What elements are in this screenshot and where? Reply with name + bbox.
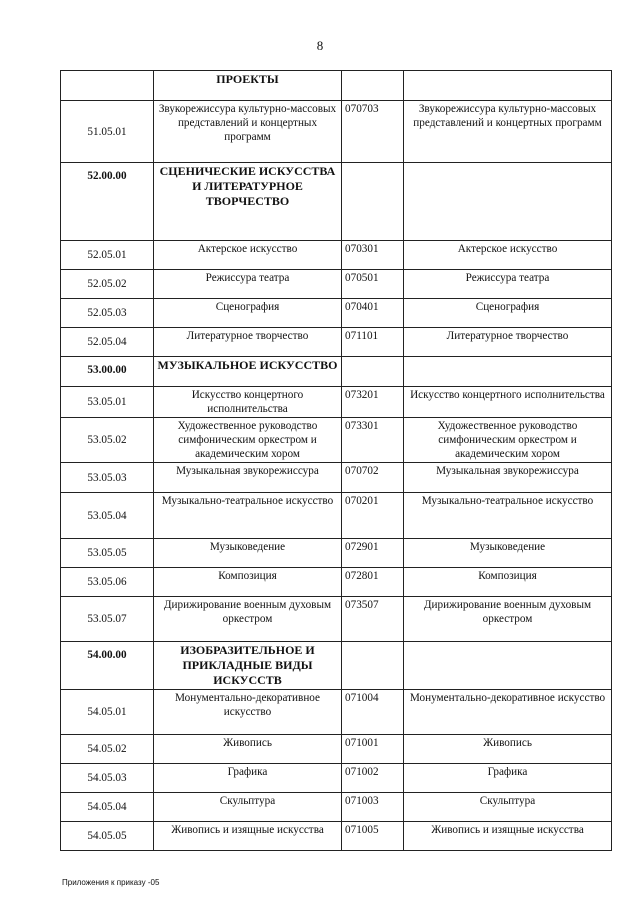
old-name-cell [404, 642, 612, 690]
old-code-cell: 070401 [342, 299, 404, 328]
specialty-code-cell: 53.05.06 [61, 568, 154, 597]
old-name-cell: Сценография [404, 299, 612, 328]
old-name-cell: Монументально-декоративное искусство [404, 690, 612, 735]
table-row [61, 387, 612, 418]
table-row [61, 735, 612, 764]
old-name-cell: Художественное руководство симфоническим оркестром и академическим хором [404, 418, 612, 463]
table-row [61, 690, 612, 735]
table-row [61, 418, 612, 463]
old-name-cell: Композиция [404, 568, 612, 597]
specialty-code-cell: 52.05.04 [61, 328, 154, 357]
old-code-cell: 073301 [342, 418, 404, 463]
specialties-table [60, 70, 612, 851]
old-code-cell [342, 642, 404, 690]
old-code-cell: 072801 [342, 568, 404, 597]
specialty-code-cell: 54.05.04 [61, 793, 154, 822]
specialty-code-cell: 53.00.00 [61, 357, 154, 387]
specialty-name-cell: Живопись [154, 735, 342, 764]
specialty-name-cell: Сценография [154, 299, 342, 328]
specialty-name-cell: Художественное руководство симфоническим оркестром и академическим хором [154, 418, 342, 463]
specialty-name-cell: Дирижирование военным духовым оркестром [154, 597, 342, 642]
specialty-code-cell: 53.05.07 [61, 597, 154, 642]
specialty-name-cell: Композиция [154, 568, 342, 597]
specialty-code-cell: 53.05.01 [61, 387, 154, 418]
old-code-cell: 071003 [342, 793, 404, 822]
table-row [61, 328, 612, 357]
specialty-name-cell: МУЗЫКАЛЬНОЕ ИСКУССТВО [154, 357, 342, 387]
table-row [61, 764, 612, 793]
specialty-name-cell: Режиссура театра [154, 270, 342, 299]
specialty-name-cell: Искусство концертного исполнительства [154, 387, 342, 418]
old-code-cell [342, 357, 404, 387]
specialty-name-cell: Музыковедение [154, 539, 342, 568]
old-code-cell: 072901 [342, 539, 404, 568]
specialty-name-cell: Живопись и изящные искусства [154, 822, 342, 851]
old-name-cell: Музыковедение [404, 539, 612, 568]
old-name-cell: Искусство концертного исполнительства [404, 387, 612, 418]
old-name-cell [404, 357, 612, 387]
old-name-cell [404, 163, 612, 241]
specialty-name-cell: Графика [154, 764, 342, 793]
footer-note: Приложения к приказу -05 [62, 878, 160, 887]
old-code-cell: 070501 [342, 270, 404, 299]
old-code-cell: 070702 [342, 463, 404, 493]
old-code-cell: 070703 [342, 101, 404, 163]
specialty-name-cell: СЦЕНИЧЕСКИЕ ИСКУССТВА И ЛИТЕРАТУРНОЕ ТВОРЧЕСТВО [154, 163, 342, 241]
table-row [61, 793, 612, 822]
table-row [61, 241, 612, 270]
specialty-code-cell: 54.05.03 [61, 764, 154, 793]
table-row [61, 101, 612, 163]
specialty-code-cell: 52.00.00 [61, 163, 154, 241]
specialty-code-cell: 54.05.02 [61, 735, 154, 764]
specialty-name-cell: Литературное творчество [154, 328, 342, 357]
specialty-name-cell: Актерское искусство [154, 241, 342, 270]
page-number: 8 [316, 38, 324, 53]
specialty-name-cell: Музыкально-театральное искусство [154, 493, 342, 539]
section-row [61, 163, 612, 241]
old-name-cell: Графика [404, 764, 612, 793]
specialty-code-cell: 53.05.04 [61, 493, 154, 539]
specialty-code-cell: 53.05.05 [61, 539, 154, 568]
old-name-cell: Скульптура [404, 793, 612, 822]
old-name-cell: Живопись и изящные искусства [404, 822, 612, 851]
section-row [61, 642, 612, 690]
old-code-cell: 070201 [342, 493, 404, 539]
specialty-code-cell: 52.05.01 [61, 241, 154, 270]
old-code-cell: 071004 [342, 690, 404, 735]
table-row [61, 270, 612, 299]
table-row [61, 568, 612, 597]
specialty-name-cell: Звукорежиссура культурно-массовых представлений и концертных программ [154, 101, 342, 163]
specialty-name-cell: Скульптура [154, 793, 342, 822]
old-name-cell: Музыкально-театральное искусство [404, 493, 612, 539]
old-code-cell: 071001 [342, 735, 404, 764]
specialty-code-cell: 52.05.03 [61, 299, 154, 328]
section-row [61, 357, 612, 387]
table-row [61, 597, 612, 642]
specialty-name-cell: Музыкальная звукорежиссура [154, 463, 342, 493]
old-name-cell: Актерское искусство [404, 241, 612, 270]
specialty-code-cell [61, 71, 154, 101]
specialty-name-cell: Монументально-декоративное искусство [154, 690, 342, 735]
old-code-cell: 071002 [342, 764, 404, 793]
old-name-cell: Музыкальная звукорежиссура [404, 463, 612, 493]
specialty-code-cell: 53.05.03 [61, 463, 154, 493]
old-name-cell: Режиссура театра [404, 270, 612, 299]
specialty-name-cell: ПРОЕКТЫ [154, 71, 342, 101]
specialty-code-cell: 54.00.00 [61, 642, 154, 690]
table-row [61, 539, 612, 568]
specialty-name-cell: ИЗОБРАЗИТЕЛЬНОЕ И ПРИКЛАДНЫЕ ВИДЫ ИСКУССТВ [154, 642, 342, 690]
old-code-cell: 073507 [342, 597, 404, 642]
table-row [61, 822, 612, 851]
section-row [61, 71, 612, 101]
old-code-cell: 070301 [342, 241, 404, 270]
old-code-cell: 073201 [342, 387, 404, 418]
table-row [61, 493, 612, 539]
old-code-cell [342, 71, 404, 101]
table-row [61, 299, 612, 328]
old-name-cell: Звукорежиссура культурно-массовых представлений и концертных программ [404, 101, 612, 163]
old-name-cell: Дирижирование военным духовым оркестром [404, 597, 612, 642]
old-code-cell [342, 163, 404, 241]
specialty-code-cell: 51.05.01 [61, 101, 154, 163]
old-name-cell: Литературное творчество [404, 328, 612, 357]
old-code-cell: 071101 [342, 328, 404, 357]
specialty-code-cell: 54.05.05 [61, 822, 154, 851]
specialty-code-cell: 54.05.01 [61, 690, 154, 735]
old-code-cell: 071005 [342, 822, 404, 851]
specialty-code-cell: 52.05.02 [61, 270, 154, 299]
old-name-cell: Живопись [404, 735, 612, 764]
specialty-code-cell: 53.05.02 [61, 418, 154, 463]
specialties-table-body [61, 71, 612, 851]
old-name-cell [404, 71, 612, 101]
table-row [61, 463, 612, 493]
